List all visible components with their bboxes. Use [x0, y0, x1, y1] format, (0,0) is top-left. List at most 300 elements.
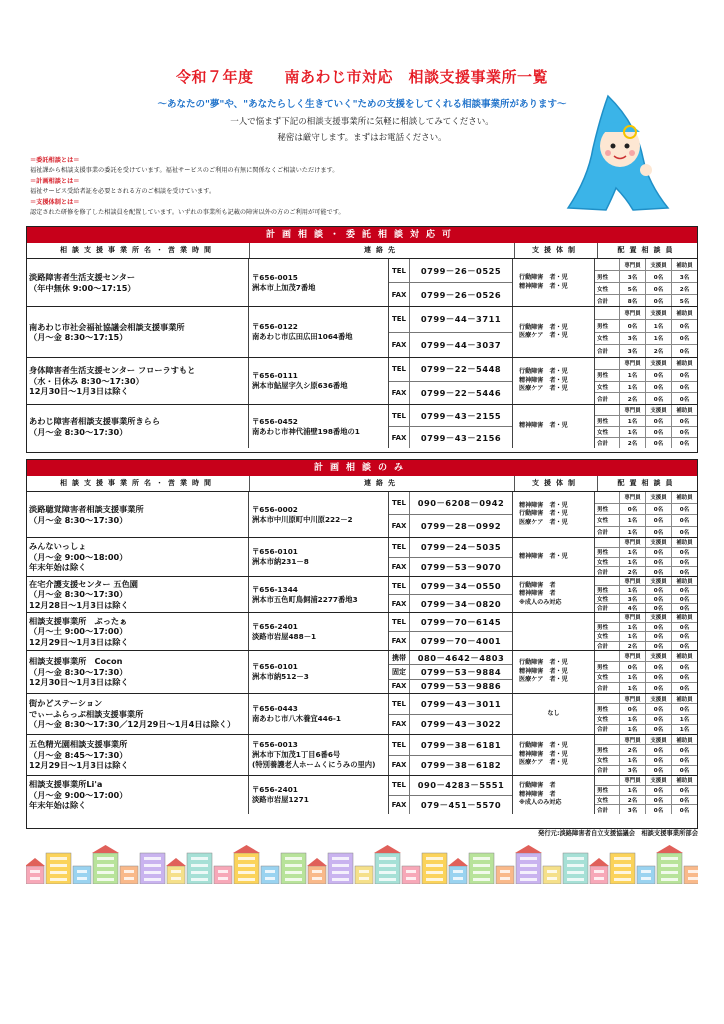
staff-count: 0名 [646, 642, 672, 651]
window-shape [97, 857, 114, 860]
phone-label: TEL [389, 259, 410, 282]
staff-row [595, 567, 697, 576]
window-shape [312, 870, 322, 873]
col-name: 相談支援事業所名・営業時間 [27, 476, 250, 491]
staff-row [595, 438, 697, 448]
staff-row-label: 男性 [595, 745, 620, 754]
staff-row-label: 男性 [595, 704, 620, 713]
window-shape [567, 864, 584, 867]
staff-corner [595, 492, 620, 503]
section-rows [27, 259, 697, 448]
staff-count: 0名 [679, 634, 690, 641]
support-line: 精神障害 者 [519, 590, 556, 598]
facility-name [27, 577, 249, 612]
staff-count: 0名 [646, 673, 672, 683]
window-shape [688, 870, 698, 873]
window-shape [285, 871, 302, 874]
staff-count: 0名 [620, 662, 646, 672]
phone-line [389, 796, 512, 815]
phone-label: FAX [389, 796, 410, 815]
staff-count: 5名 [679, 298, 690, 305]
def-text: 福祉課から相談支援事業の委託を受けています。福祉サービスのご利用の有無に関係なくご相談いただけます。 [30, 167, 339, 175]
window-shape [567, 857, 584, 860]
phone-line [389, 776, 512, 796]
staff-header-row [595, 613, 697, 623]
staff-row [595, 558, 697, 568]
phone-label: TEL [389, 694, 410, 714]
staff-row [595, 662, 697, 673]
window-shape [77, 870, 87, 873]
staff-table [595, 613, 697, 650]
staff-table [595, 307, 697, 357]
phone-block [389, 651, 513, 693]
staff-row-label: 男性 [595, 548, 620, 557]
staff-corner [595, 776, 620, 785]
staff-table [595, 577, 697, 612]
support-line: 医療ケア 者・児 [519, 332, 568, 339]
window-shape [238, 878, 255, 881]
facility-name [27, 776, 249, 814]
phone-number: 0799－43－3011 [420, 698, 502, 709]
staff-count: 0名 [620, 320, 646, 332]
column-header [27, 243, 697, 259]
def-text: 認定された研修を修了した相談員を配置しています。いずれの事業所も記載の障害以外の方のご利用が可能です。 [30, 209, 345, 217]
staff-header-row [595, 577, 697, 586]
staff-count: 0名 [679, 430, 690, 436]
staff-header: 専門員 [620, 307, 646, 319]
phone-label: TEL [389, 577, 410, 594]
window-shape [332, 878, 349, 881]
table-row [27, 735, 697, 776]
staff-header: 補助員 [676, 408, 693, 414]
support-line: 精神障害 者・児 [519, 552, 568, 560]
staff-row [595, 295, 697, 306]
staff-count: 1名 [620, 558, 646, 567]
staff-row-label: 男性 [595, 416, 620, 426]
building-shape [308, 866, 326, 884]
staff-count: 0名 [646, 271, 672, 282]
staff-row-label: 合計 [595, 604, 620, 612]
facility-address [249, 492, 389, 537]
staff-count: 0名 [646, 745, 672, 754]
support-line: 医療ケア 者・児 [519, 759, 568, 767]
support-line: 行動障害 者 [519, 581, 556, 589]
staff-row-label: 女性 [595, 382, 620, 393]
staff-count: 0名 [679, 529, 690, 536]
window-shape [426, 878, 443, 881]
support-line: 行動障害 者・児 [519, 742, 568, 750]
phone-label: TEL [389, 358, 410, 381]
staff-header: 支援員 [646, 735, 672, 744]
table-row [27, 694, 697, 735]
phone-number: 0799－38－6182 [420, 760, 502, 771]
window-shape [594, 870, 604, 873]
support-system [513, 577, 595, 612]
staff-count: 3名 [620, 271, 646, 282]
staff-count: 0名 [679, 588, 690, 594]
staff-header: 補助員 [676, 310, 693, 317]
staff-header: 補助員 [676, 579, 693, 585]
phone-number: 0799－26－0526 [420, 289, 502, 300]
postal-code: 〒656-0101 [252, 662, 298, 671]
facility-hours: （年中無休 9:00～17:15） [29, 282, 136, 293]
staff-row [595, 632, 697, 642]
phone-line [389, 515, 512, 537]
staff-count: 1名 [646, 333, 672, 345]
staff-row-label: 男性 [595, 623, 620, 632]
window-shape [567, 878, 584, 881]
window-shape [379, 878, 396, 881]
roof-shape [448, 858, 468, 866]
phone-line [389, 259, 512, 283]
staff-header: 補助員 [676, 653, 693, 660]
staff-header: 補助員 [676, 778, 693, 785]
window-shape [641, 870, 651, 873]
support-line: 精神障害 者・児 [519, 501, 568, 509]
staff-row [595, 416, 697, 427]
window-shape [661, 857, 678, 860]
col-staff: 配置相談員 [617, 246, 678, 254]
staff-count: 0名 [646, 586, 672, 594]
phone-label: FAX [389, 558, 410, 577]
window-shape [30, 870, 40, 873]
table-row [27, 613, 697, 651]
staff-header: 支援員 [646, 694, 672, 703]
window-shape [218, 870, 228, 873]
address-line: 南あわじ市広田広田1064番地 [252, 332, 353, 341]
window-shape [520, 871, 537, 874]
staff-header: 支援員 [646, 776, 672, 785]
staff-count: 1名 [679, 727, 690, 734]
window-shape [406, 870, 416, 873]
staff-header: 補助員 [676, 361, 693, 368]
staff-count: 2名 [620, 393, 646, 404]
address-line: 洲本市納231－8 [252, 557, 309, 566]
staff-count: 4名 [620, 604, 646, 612]
facility-address [249, 358, 389, 404]
window-shape [661, 871, 678, 874]
window-shape [124, 877, 134, 880]
window-shape [379, 857, 396, 860]
window-shape [218, 877, 228, 880]
window-shape [567, 871, 584, 874]
phone-number: 0799－34－0550 [420, 580, 502, 591]
staff-count: 0名 [646, 438, 672, 448]
support-system [513, 259, 595, 306]
phone-number: 0799－22－5448 [420, 364, 502, 375]
staff-count: 0名 [679, 758, 690, 765]
staff-header-row [595, 735, 697, 745]
staff-row-label: 女性 [595, 715, 620, 724]
phone-block [389, 358, 513, 404]
staff-row [595, 504, 697, 516]
staff-count: 1名 [620, 515, 646, 526]
building-shape [637, 866, 655, 884]
phone-label: FAX [389, 515, 410, 537]
staff-row [595, 333, 697, 346]
staff-count: 1名 [620, 632, 646, 641]
facility-address [249, 735, 389, 775]
phone-line [389, 492, 512, 515]
staff-count: 0名 [679, 323, 690, 330]
support-line: 行動障害 者・児 [519, 659, 568, 667]
staff-table [595, 651, 697, 693]
staff-count: 0名 [646, 515, 672, 526]
window-shape [359, 870, 369, 873]
window-shape [50, 857, 67, 860]
address-line: 洲本市鮎屋字久シ原636番地 [252, 381, 348, 390]
window-shape [547, 877, 557, 880]
phone-number: 0799－43－3022 [420, 719, 502, 730]
window-shape [500, 870, 510, 873]
staff-count: 2名 [620, 642, 646, 651]
facility-address [249, 651, 389, 693]
window-shape [238, 857, 255, 860]
facility-name [27, 651, 249, 693]
facility-hours: 12月29日～1月3日は除く [29, 636, 129, 647]
support-system [513, 613, 595, 650]
phone-block [389, 405, 513, 448]
phone-block [389, 259, 513, 306]
window-shape [473, 878, 490, 881]
support-line: 精神障害 者・児 [519, 750, 568, 758]
facility-address [249, 259, 389, 306]
phone-line [389, 538, 512, 558]
facility-title: 淡路聴覚障害者相談支援事業所 [29, 504, 144, 514]
staff-count: 3名 [620, 805, 646, 814]
staff-count: 0名 [646, 504, 672, 515]
staff-header: 専門員 [620, 613, 646, 622]
window-shape [124, 870, 134, 873]
window-shape [547, 870, 557, 873]
address-line: 洲本市上加茂7番地 [252, 282, 316, 292]
staff-count: 0名 [679, 597, 690, 603]
staff-count: 0名 [646, 595, 672, 603]
support-line: 精神障害 者・児 [519, 667, 568, 675]
window-shape [144, 864, 161, 867]
phone-number: 090－6208－0942 [417, 498, 505, 508]
intro-line-2: 秘密は厳守します。まずはお電話ください。 [277, 133, 447, 143]
staff-header: 専門員 [620, 735, 646, 744]
window-shape [473, 857, 490, 860]
staff-count: 0名 [679, 643, 690, 650]
staff-count: 0名 [646, 393, 672, 404]
facility-title: 相談支援事業所 ぷったぁ [29, 615, 128, 626]
staff-count: 1名 [620, 725, 646, 734]
postal-code: 〒656-0452 [252, 416, 298, 426]
def-key: ＝委託相談とは＝ [30, 157, 80, 164]
facility-title: 身体障害者生活支援センター フローラすもと [29, 365, 196, 376]
facility-name [27, 405, 249, 448]
facility-hours: でぃーふらっぷ相談支援事業所 [29, 708, 144, 719]
staff-count: 0名 [679, 396, 690, 403]
staff-count: 0名 [679, 624, 690, 631]
phone-number: 090－4283－5551 [417, 780, 505, 791]
phone-line [389, 558, 512, 577]
postal-code: 〒656-0122 [252, 322, 298, 331]
staff-header: 補助員 [676, 495, 693, 502]
facility-address [249, 694, 389, 734]
window-shape [614, 864, 631, 867]
window-shape [285, 878, 302, 881]
staff-corner [595, 405, 620, 415]
postal-code: 〒656-0101 [252, 547, 298, 556]
staff-count: 2名 [620, 796, 646, 805]
facility-title: あわじ障害者相談支援事業所きらら [29, 416, 161, 426]
staff-count: 3名 [620, 333, 646, 345]
phone-block [389, 492, 513, 537]
def-text: 福祉サービス受給者証を必要とされる方のご相談を受けています。 [30, 188, 216, 196]
staff-count: 0名 [646, 382, 672, 393]
phone-label: TEL [389, 307, 410, 332]
window-shape [97, 878, 114, 881]
staff-count: 5名 [620, 283, 646, 294]
roof-shape [92, 845, 119, 853]
phone-label: FAX [389, 427, 410, 448]
staff-header: 支援員 [646, 259, 672, 270]
phone-line [389, 358, 512, 382]
phone-line [389, 405, 512, 427]
window-shape [453, 870, 463, 873]
phone-line [389, 694, 512, 715]
support-line: 精神障害 者・児 [519, 422, 568, 430]
window-shape [473, 864, 490, 867]
phone-label: 固定 [389, 665, 410, 678]
staff-count: 1名 [679, 717, 690, 724]
phone-line [389, 613, 512, 632]
town-illustration [26, 838, 698, 884]
phone-block [389, 613, 513, 650]
phone-line [389, 283, 512, 306]
support-system [513, 651, 595, 693]
staff-header: 支援員 [646, 613, 672, 622]
window-shape [50, 878, 67, 881]
support-line: 行動障害 者・児 [519, 368, 568, 376]
col-name: 相談支援事業所名・営業時間 [27, 243, 250, 258]
support-line: ※成人のみ対応 [519, 799, 562, 807]
window-shape [473, 871, 490, 874]
staff-count: 0名 [679, 686, 690, 693]
building-shape [355, 866, 373, 884]
phone-number: 0799－44－3711 [420, 314, 502, 325]
table-row [27, 358, 697, 405]
facility-name [27, 307, 249, 357]
staff-count: 1名 [620, 548, 646, 557]
staff-header: 補助員 [676, 262, 693, 269]
building-shape [449, 866, 467, 884]
phone-label: TEL [389, 776, 410, 795]
window-shape [191, 857, 208, 860]
staff-row-label: 女性 [595, 333, 620, 345]
building-shape [214, 866, 232, 884]
window-shape [171, 870, 181, 873]
staff-count: 0名 [679, 419, 690, 425]
staff-row [595, 766, 697, 775]
staff-corner [595, 307, 620, 319]
staff-row [595, 704, 697, 714]
facility-hours: （月～金 8:30～17:30） [29, 514, 128, 525]
staff-row [595, 595, 697, 604]
support-line: 精神障害 者 [519, 790, 556, 798]
window-shape [97, 871, 114, 874]
staff-header-row [595, 538, 697, 548]
support-system [513, 307, 595, 357]
table-row [27, 492, 697, 538]
staff-count: 1名 [620, 623, 646, 632]
roof-shape [307, 858, 327, 866]
staff-count: 0名 [646, 796, 672, 805]
staff-count: 0名 [646, 416, 672, 426]
staff-row-label: 合計 [595, 683, 620, 693]
window-shape [97, 864, 114, 867]
table-row [27, 405, 697, 448]
phone-label: FAX [389, 632, 410, 650]
window-shape [500, 877, 510, 880]
staff-header: 専門員 [620, 358, 646, 369]
staff-row-label: 合計 [595, 642, 620, 651]
window-shape [77, 877, 87, 880]
table-row [27, 776, 697, 814]
support-line: 医療ケア 者・児 [519, 676, 568, 684]
staff-row [595, 642, 697, 651]
phone-number: 079－451－5570 [420, 799, 502, 810]
staff-row [595, 320, 697, 333]
staff-row-label: 合計 [595, 438, 620, 448]
staff-count: 0名 [646, 427, 672, 437]
window-shape [594, 877, 604, 880]
staff-row [595, 527, 697, 538]
window-shape [312, 877, 322, 880]
table-row [27, 259, 697, 307]
facility-address [249, 577, 389, 612]
staff-count: 0名 [646, 725, 672, 734]
staff-header: 支援員 [646, 492, 672, 503]
building-shape [496, 866, 514, 884]
facility-title: 街かどステーション [29, 698, 103, 709]
building-shape [73, 866, 91, 884]
staff-count: 1名 [620, 683, 646, 693]
phone-number: 0799－38－6181 [420, 739, 502, 750]
window-shape [453, 877, 463, 880]
window-shape [238, 871, 255, 874]
section-title: 計画相談・委託相談対応可 [27, 227, 697, 243]
support-system [513, 694, 595, 734]
staff-count: 0名 [679, 606, 690, 612]
facility-name [27, 694, 249, 734]
window-shape [359, 877, 369, 880]
address-line: 南あわじ市八木養宜446-1 [252, 714, 342, 723]
facility-title: 相談支援事業所Li'a [29, 779, 103, 790]
phone-label: TEL [389, 613, 410, 631]
facility-hours: （月～金 8:30～17:30） [29, 426, 128, 437]
phone-line [389, 651, 512, 665]
staff-row [595, 283, 697, 295]
staff-row-label: 女性 [595, 558, 620, 567]
staff-count: 2名 [620, 745, 646, 754]
phone-line [389, 735, 512, 756]
table-row [27, 538, 697, 577]
phone-line [389, 715, 512, 735]
staff-count: 0名 [646, 558, 672, 567]
staff-count: 0名 [646, 623, 672, 632]
window-shape [520, 864, 537, 867]
staff-header: 専門員 [620, 405, 646, 415]
facility-hours: （月～土 9:00～17:00） [29, 626, 128, 637]
staff-row-label: 男性 [595, 370, 620, 381]
phone-number: 0799－53－9886 [420, 681, 502, 692]
staff-row [595, 427, 697, 438]
staff-header: 専門員 [620, 538, 646, 547]
